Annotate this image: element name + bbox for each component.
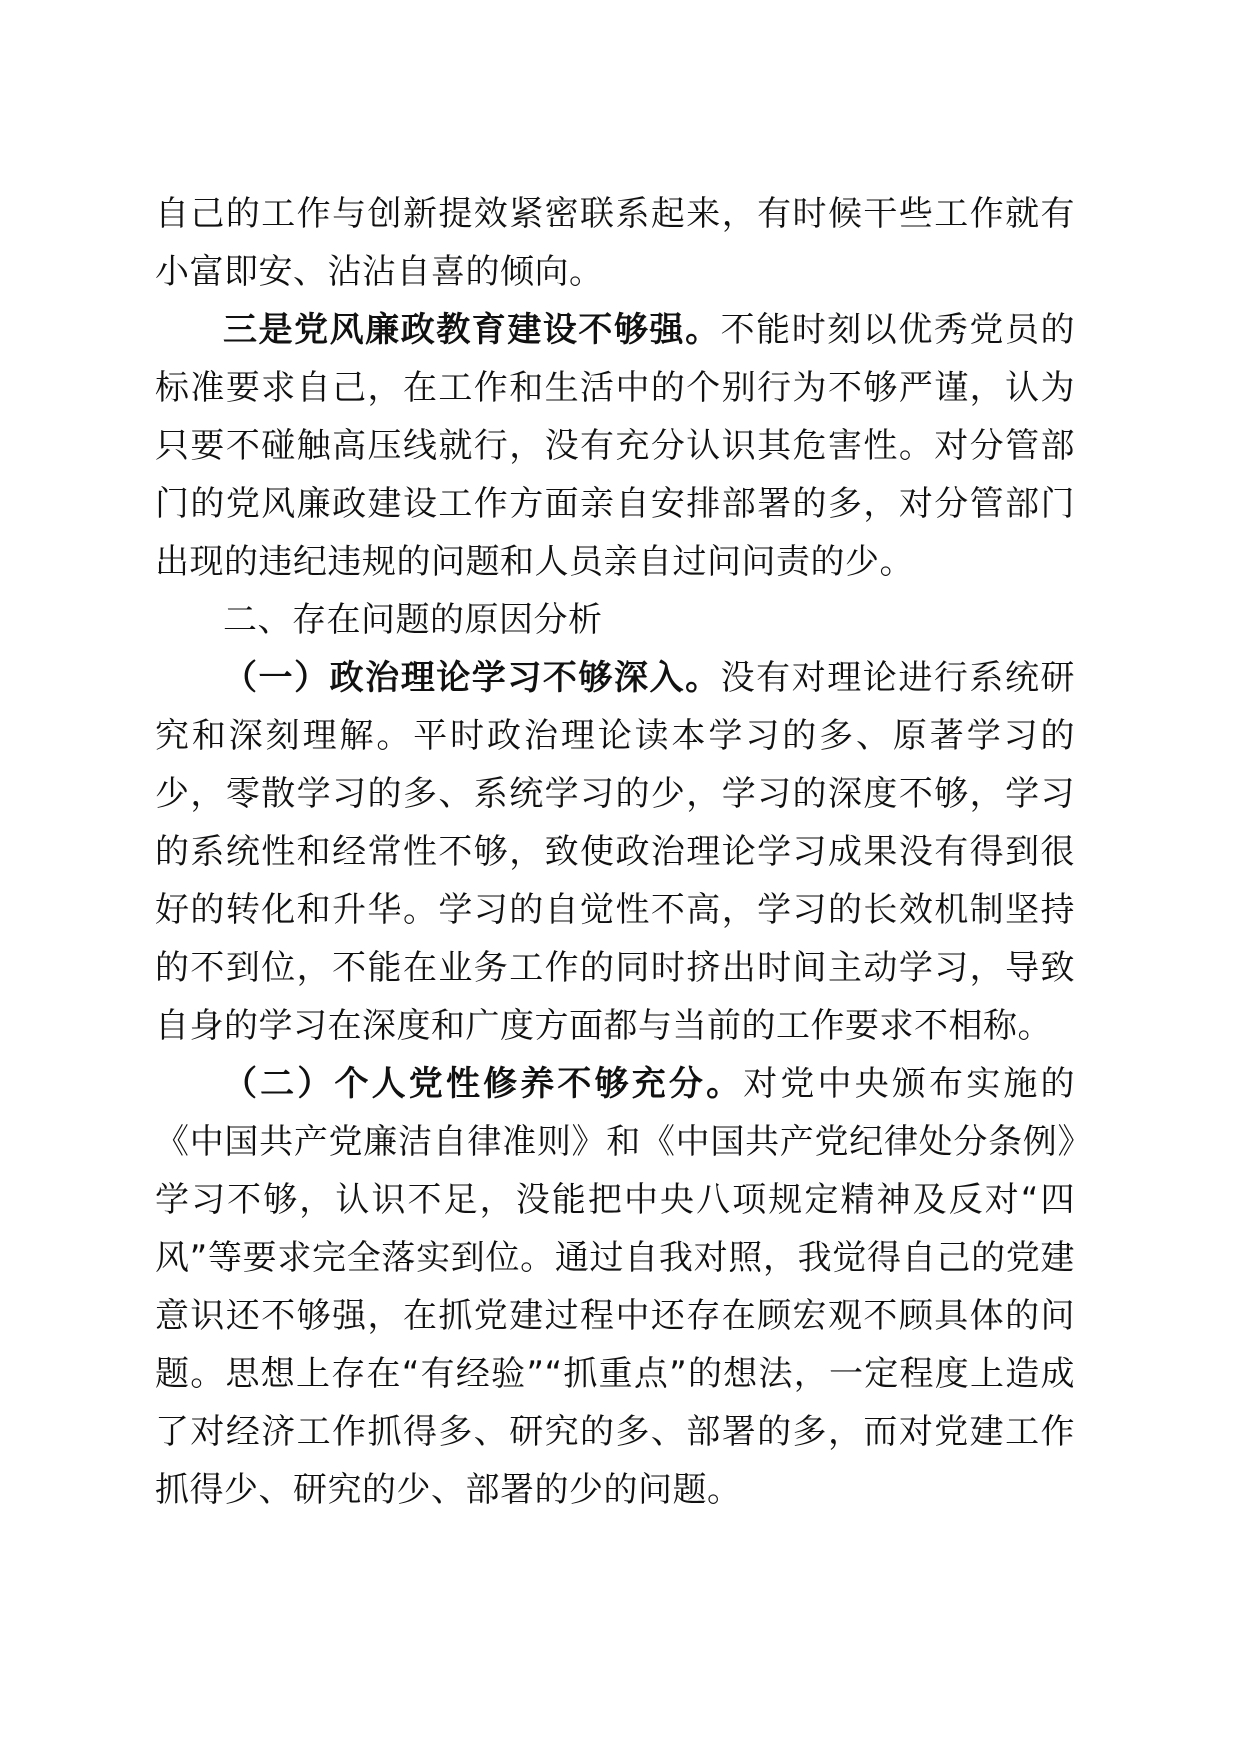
paragraph-lead: 三是党风廉政教育建设不够强。 — [223, 310, 721, 350]
paragraph-lead: （二）个人党性修养不够充分。 — [223, 1064, 744, 1104]
paragraph-text: 对党中央颁布实施的《中国共产党廉洁自律准则》和《中国共产党纪律处分条例》学习不够，认识不足，没能把中央八项规定精神及反对“四风”等要求完全落实到位。通过自我对照，我觉得自己的党建意识还不够强，在抓党建过程中还存在顾宏观不顾具体的问题。思想上存在“有经验”“抓重点”的想法，一定程度上造成了对经济工作抓得多、研究的多、部署的多，而对党建工作抓得少、研究的少、部署的少的问题。 — [155, 1064, 1076, 1510]
paragraph-lead: （一）政治理论学习不够深入。 — [223, 658, 721, 698]
section-heading — [155, 591, 1075, 649]
paragraph-continuation — [155, 185, 1075, 301]
paragraph-text: 不能时刻以优秀党员的标准要求自己，在工作和生活中的个别行为不够严谨，认为只要不碰触高压线就行，没有充分认识其危害性。对分管部门的党风廉政建设工作方面亲自安排部署的多，对分管部门出现的违纪违规的问题和人员亲自过问问责的少。 — [155, 310, 1075, 582]
paragraph-text: 自己的工作与创新提效紧密联系起来，有时候干些工作就有小富即安、沾沾自喜的倾向。 — [155, 194, 1075, 292]
paragraph-theory-study — [155, 649, 1075, 1055]
paragraph-party-conduct — [155, 301, 1075, 591]
section-heading-text: 二、存在问题的原因分析 — [223, 600, 603, 640]
paragraph-party-spirit — [155, 1055, 1075, 1519]
document-page — [155, 185, 1075, 1519]
paragraph-text: 没有对理论进行系统研究和深刻理解。平时政治理论读本学习的多、原著学习的少，零散学习的多、系统学习的少，学习的深度不够，学习的系统性和经常性不够，致使政治理论学习成果没有得到很好的转化和升华。学习的自觉性不高，学习的长效机制坚持的不到位，不能在业务工作的同时挤出时间主动学习，导致自身的学习在深度和广度方面都与当前的工作要求不相称。 — [155, 658, 1075, 1046]
